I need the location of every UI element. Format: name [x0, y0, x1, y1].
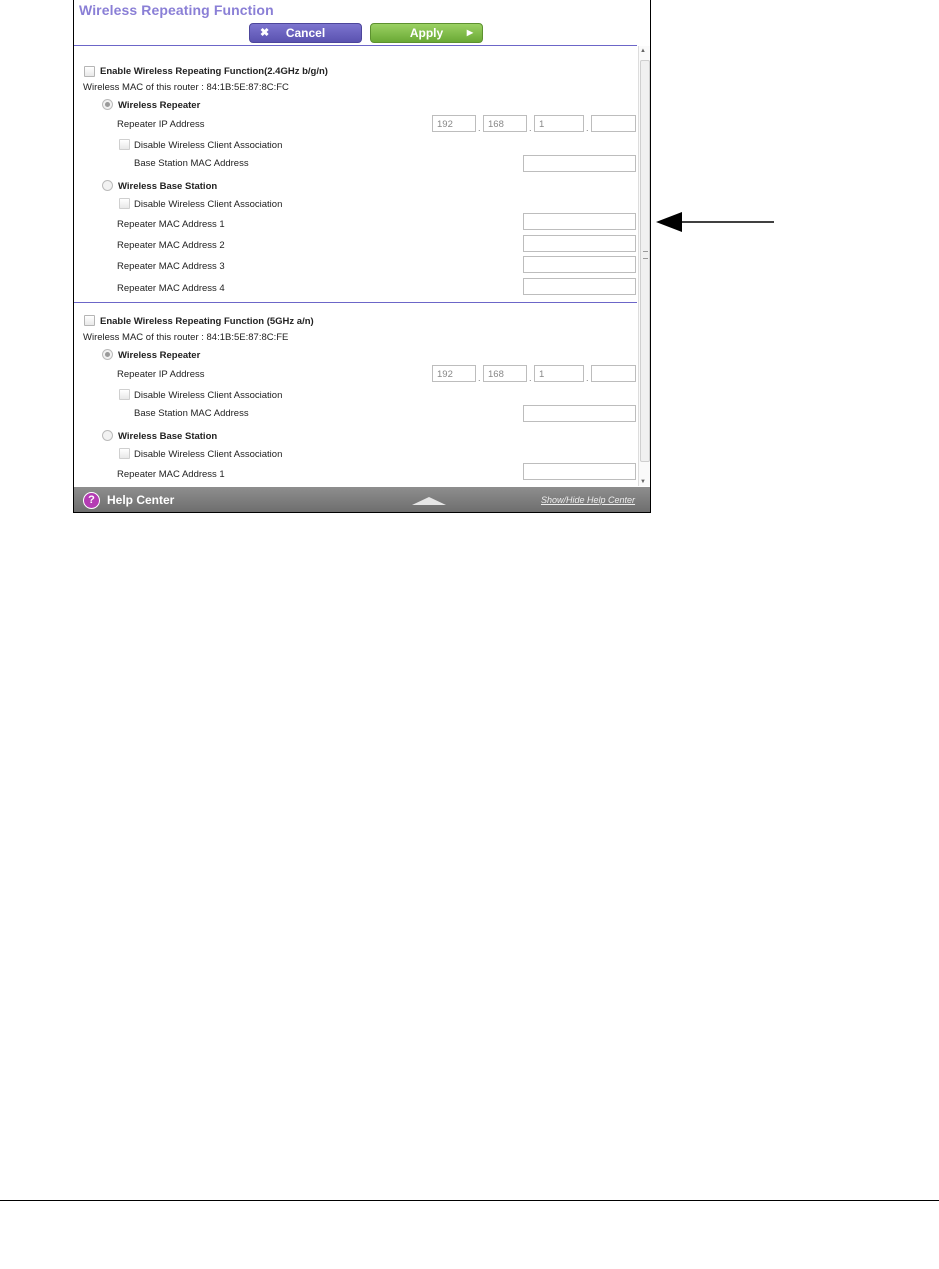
- scrollbar-thumb[interactable]: [640, 60, 650, 462]
- wireless-repeater-label-24: Wireless Repeater: [118, 100, 201, 111]
- ip-octet-1-24[interactable]: 192: [432, 115, 476, 132]
- ip-octet-4-24[interactable]: [591, 115, 636, 132]
- ip-octet-1-5[interactable]: 192: [432, 365, 476, 382]
- disable-assoc-label-24-a: Disable Wireless Client Association: [134, 140, 283, 151]
- wireless-base-station-radio-5[interactable]: [102, 430, 113, 441]
- help-center-label[interactable]: Help Center: [107, 493, 175, 507]
- wireless-repeater-label-5: Wireless Repeater: [118, 350, 201, 361]
- divider: [74, 302, 637, 303]
- enable-5ghz-checkbox[interactable]: [84, 315, 95, 326]
- base-station-mac-input-24[interactable]: [523, 155, 636, 172]
- footer-divider: [0, 1200, 939, 1201]
- disable-assoc-label-5-a: Disable Wireless Client Association: [134, 390, 283, 401]
- ip-octet-4-5[interactable]: [591, 365, 636, 382]
- ip-octet-3-5[interactable]: 1: [534, 365, 584, 382]
- chevron-right-icon: ▶: [466, 28, 473, 37]
- help-center-bar: [74, 487, 650, 512]
- disable-assoc-checkbox-24-b[interactable]: [119, 198, 130, 209]
- wireless-base-station-label-5: Wireless Base Station: [118, 431, 218, 442]
- grip-icon: [643, 251, 648, 259]
- repeater-ip-label-24: Repeater IP Address: [117, 119, 205, 130]
- repeater-mac-2-label-24: Repeater MAC Address 2: [117, 240, 225, 251]
- ip-octet-3-24[interactable]: 1: [534, 115, 584, 132]
- wireless-base-station-radio-24[interactable]: [102, 180, 113, 191]
- base-station-mac-input-5[interactable]: [523, 405, 636, 422]
- disable-assoc-checkbox-24-a[interactable]: [119, 139, 130, 150]
- repeater-ip-label-5: Repeater IP Address: [117, 369, 205, 380]
- repeater-mac-2-input-24[interactable]: [523, 235, 636, 252]
- page-title: Wireless Repeating Function: [79, 2, 274, 18]
- cancel-label: Cancel: [285, 26, 326, 40]
- repeater-mac-4-input-24[interactable]: [523, 278, 636, 295]
- mac-24ghz: Wireless MAC of this router : 84:1B:5E:87:8C:FC: [83, 82, 289, 93]
- enable-24ghz-checkbox[interactable]: [84, 66, 95, 77]
- cancel-button[interactable]: [249, 23, 362, 43]
- disable-assoc-checkbox-5-b[interactable]: [119, 448, 130, 459]
- enable-5ghz-label: Enable Wireless Repeating Function (5GHz a/n): [100, 316, 314, 327]
- apply-label: Apply: [409, 26, 444, 40]
- repeater-mac-3-input-24[interactable]: [523, 256, 636, 273]
- enable-24ghz-label: Enable Wireless Repeating Function(2.4GHz b/g/n): [100, 66, 328, 77]
- help-icon[interactable]: ?: [83, 492, 100, 509]
- disable-assoc-label-5-b: Disable Wireless Client Association: [134, 449, 283, 460]
- scroll-down-icon[interactable]: ▼: [640, 479, 646, 485]
- divider: [74, 45, 637, 46]
- base-station-mac-label-5: Base Station MAC Address: [134, 408, 249, 419]
- repeater-mac-1-input-24[interactable]: [523, 213, 636, 230]
- scrollbar[interactable]: [638, 46, 650, 486]
- repeater-mac-1-label-24: Repeater MAC Address 1: [117, 219, 225, 230]
- scroll-up-icon[interactable]: ▲: [640, 48, 646, 54]
- wireless-repeater-radio-24[interactable]: [102, 99, 113, 110]
- show-hide-help-link[interactable]: Show/Hide Help Center: [541, 495, 636, 505]
- disable-assoc-label-24-b: Disable Wireless Client Association: [134, 199, 283, 210]
- ip-octet-2-5[interactable]: 168: [483, 365, 527, 382]
- repeater-mac-1-label-5: Repeater MAC Address 1: [117, 469, 225, 480]
- base-station-mac-label-24: Base Station MAC Address: [134, 158, 249, 169]
- repeater-mac-3-label-24: Repeater MAC Address 3: [117, 261, 225, 272]
- wireless-repeater-radio-5[interactable]: [102, 349, 113, 360]
- wireless-base-station-label-24: Wireless Base Station: [118, 181, 218, 192]
- repeater-mac-1-input-5[interactable]: [523, 463, 636, 480]
- callout-arrow-icon: [656, 210, 776, 234]
- disable-assoc-checkbox-5-a[interactable]: [119, 389, 130, 400]
- mac-5ghz: Wireless MAC of this router : 84:1B:5E:87:8C:FE: [83, 332, 289, 343]
- wireless-repeating-panel: Wireless Repeating Function ✖ Cancel Apply ▶ Enable Wireless Repeating Function(2.4GHz b/g/n) Wireless MAC of this router : 84:1B:5E:87:8C:FC Wireless Repeater Repeater IP Address 192 . 168 . 1 . Disable Wireless Client Association Base Station MAC Address Wireless Base Station Disable Wireless Client Association Repeater MAC Address 1 Repeater MAC Address 2 Repeater MAC Address 3 Repeater MAC Address 4 Enable Wireless Repeating Function (5GHz a/n) Wireless MAC of this router : 84:1B:5E:87:8C:FE Wireless Repeater Repeater IP Address 192 . 168 . 1 . Disable Wireless Client Association Base Station MAC Address Wireless Base Station Disable Wireless Client Association Repeater MAC Address 1 ▲ ▼ ? Help Center Show/Hide Help Center: [73, 0, 651, 513]
- ip-octet-2-24[interactable]: 168: [483, 115, 527, 132]
- expand-arrow-icon[interactable]: [412, 497, 446, 505]
- repeater-mac-4-label-24: Repeater MAC Address 4: [117, 283, 225, 294]
- apply-button[interactable]: [370, 23, 483, 43]
- close-icon: ✖: [260, 27, 270, 39]
